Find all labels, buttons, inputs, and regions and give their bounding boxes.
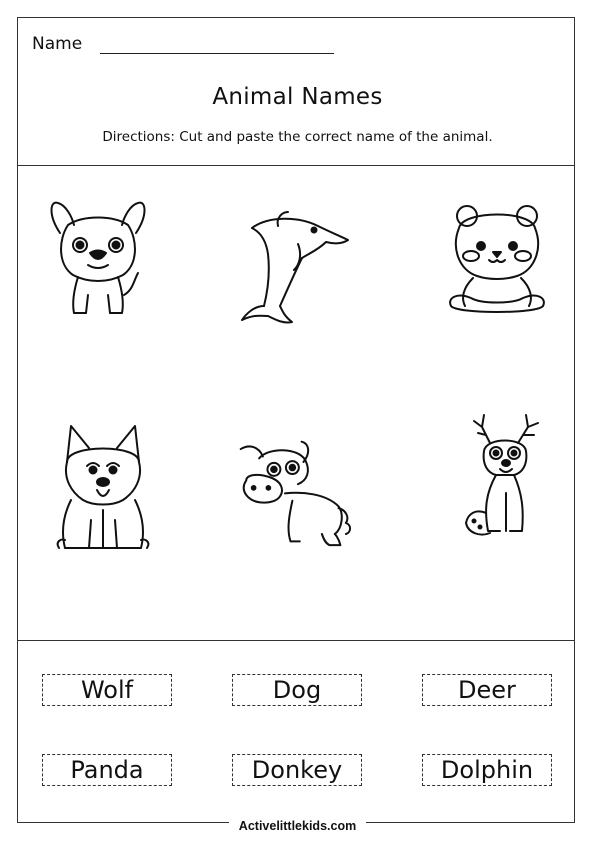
dolphin-icon xyxy=(238,200,358,340)
worksheet-title: Animal Names xyxy=(212,84,383,110)
label-card-dolphin[interactable]: Dolphin xyxy=(422,754,552,786)
name-write-line[interactable] xyxy=(100,53,334,54)
label-card-deer[interactable]: Deer xyxy=(422,674,552,706)
name-label: Name xyxy=(32,34,83,54)
labels-divider xyxy=(17,640,575,641)
donkey-icon xyxy=(237,428,357,568)
label-card-donkey[interactable]: Donkey xyxy=(232,754,362,786)
bulldog-icon xyxy=(38,190,158,330)
directions-text: Directions: Cut and paste the correct name of the animal. xyxy=(102,129,493,145)
wolf-icon xyxy=(43,420,163,560)
footer xyxy=(0,815,595,834)
label-card-wolf[interactable]: Wolf xyxy=(42,674,172,706)
panda-icon xyxy=(437,193,557,333)
header-divider xyxy=(17,165,575,166)
label-card-dog[interactable]: Dog xyxy=(232,674,362,706)
deer-icon xyxy=(446,413,566,553)
label-card-panda[interactable]: Panda xyxy=(42,754,172,786)
footer-site-text: Activelittlekids.com xyxy=(229,819,366,833)
